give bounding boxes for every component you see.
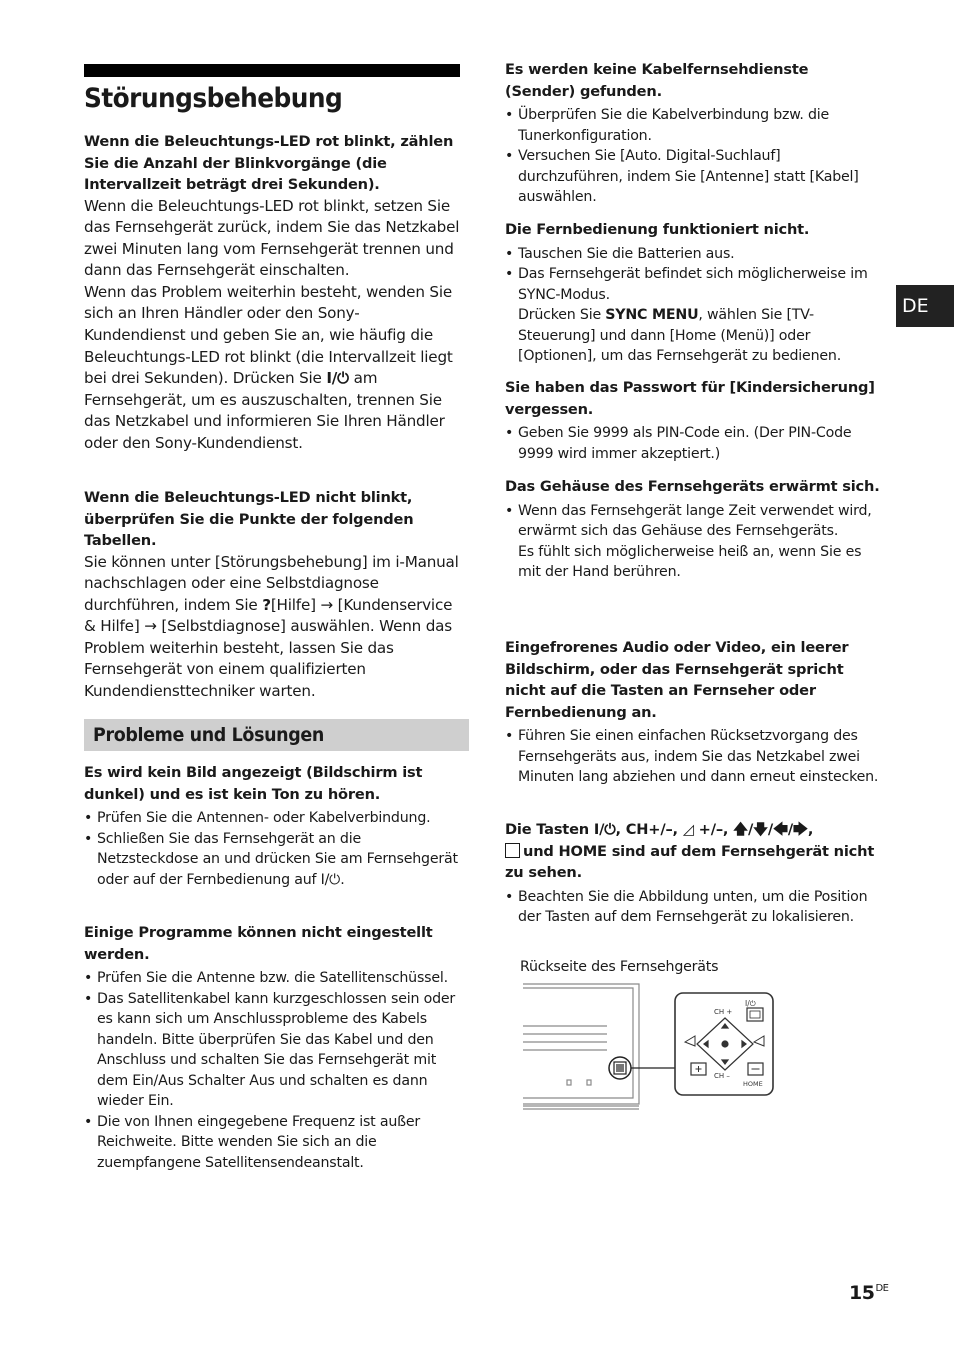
section-remote	[505, 219, 883, 367]
list-item: • Geben Sie 9999 als PIN-Code ein. (Der PIN-Code 9999 wird immer akzeptiert.)	[505, 423, 883, 464]
page-title: Störungsbehebung	[84, 83, 343, 114]
text: [Kundenservice & Hilfe]	[84, 595, 453, 636]
ch-plus-label: CH +	[714, 1008, 733, 1016]
section-heading: Einige Programme können nicht eingestellt werden.	[84, 924, 433, 963]
section-password	[505, 377, 883, 464]
text: [Selbstdiagnose] auswählen. Wenn das Problem weiterhin besteht, lassen Sie das Fernsehgerät von einem qualifizierten Kundendiensttechniker warten.	[84, 617, 452, 701]
text: , wählen Sie [TV-Steuerung] und dann [Home (Menü)] oder [Optionen], um das Fernsehgerät zu bedienen.	[518, 307, 841, 364]
list-item: • Das Satellitenkabel kann kurzgeschlossen sein oder es kann sich um Anschlussprobleme des Kabels handeln. Bitte überprüfen Sie das Kabel und den Anschluss und schalten Sie das Fernsehgerät mit dem Ein/Aus Schalter Aus und schalten es dann wieder Ein.	[84, 989, 460, 1112]
section-band	[84, 719, 469, 751]
section-no-picture	[84, 762, 460, 890]
paragraph: Wenn die Beleuchtungs-LED rot blinkt, setzen Sie das Fernsehgerät zurück, indem Sie das Netzkabel zwei Minuten lang vom Fernsehgerät trennen und dann das Fernsehgerät einschalten.	[84, 196, 460, 280]
section-led-not-blinking	[84, 487, 460, 703]
list-item: • Versuchen Sie [Auto. Digital-Suchlauf] durchzuführen, indem Sie [Antenne] statt [Kabel] auswählen.	[505, 146, 883, 208]
list-item: • Die von Ihnen eingegebene Frequenz ist außer Reichweite. Bitte wenden Sie sich an die zuempfangene Satellitensendeanstalt.	[84, 1112, 460, 1174]
power-icon: I/⏻	[326, 369, 349, 388]
sync-menu-label: SYNC MENU	[605, 307, 699, 323]
list-item: • Tauschen Sie die Batterien aus.	[505, 244, 883, 265]
page-number	[849, 1282, 888, 1304]
list-item: • Beachten Sie die Abbildung unten, um die Position der Tasten auf dem Fernsehgerät zu lokalisieren.	[505, 887, 883, 928]
text: am Fernsehgerät, um es auszuschalten, trennen Sie das Netzkabel und informieren Sie Ihren Händler oder den Sony-Kundendienst.	[84, 369, 445, 453]
bullet-list	[505, 501, 883, 583]
text: und HOME sind auf dem Fernsehgerät nicht zu sehen.	[505, 842, 875, 881]
bullet-list	[505, 105, 883, 208]
arrow-right-icon: →	[320, 595, 333, 614]
text: Das Fernsehgerät befindet sich möglicherweise im SYNC-Modus.	[518, 266, 868, 303]
section-heading: Das Gehäuse des Fernsehgeräts erwärmt sich.	[505, 478, 880, 495]
section-frozen	[505, 637, 883, 788]
section-heading: Wenn die Beleuchtungs-LED nicht blinkt, überprüfen Sie die Punkte der folgenden Tabellen.	[84, 489, 414, 549]
section-heading	[505, 819, 883, 884]
power-label: I/⏻	[745, 999, 756, 1008]
list-item	[505, 264, 883, 367]
list-item	[505, 501, 883, 583]
text: Drücken Sie	[518, 307, 601, 323]
section-led-blinks	[84, 131, 460, 455]
bullet-list	[84, 968, 460, 1173]
section-warm	[505, 476, 883, 583]
arrow-right-icon: →	[144, 617, 157, 636]
section-heading: Die Fernbedienung funktioniert nicht.	[505, 221, 810, 238]
figure-caption: Rückseite des Fernsehgeräts	[520, 959, 719, 975]
title-rule	[84, 64, 460, 77]
bullet-list	[505, 244, 883, 367]
section-buttons	[505, 819, 883, 928]
bullet-list	[505, 423, 883, 464]
list-item: • Prüfen Sie die Antennen- oder Kabelverbindung.	[84, 808, 460, 829]
input-icon	[505, 843, 520, 858]
bullet-list	[505, 726, 883, 788]
list-item: • Prüfen Sie die Antenne bzw. die Satellitenschüssel.	[84, 968, 460, 989]
section-heading: Wenn die Beleuchtungs-LED rot blinkt, zählen Sie die Anzahl der Blinkvorgänge (die Intervallzeit beträgt drei Sekunden).	[84, 133, 454, 193]
text: Sie können unter [Störungsbehebung] im i-Manual nachschlagen oder eine Selbstdiagnose durchführen, indem Sie	[84, 552, 459, 614]
page-number-value: 15	[849, 1282, 875, 1304]
list-item: • Führen Sie einen einfachen Rücksetzvorgang des Fernsehgeräts aus, indem Sie das Netzkabel zwei Minuten lang abziehen und dann erneut einstecken.	[505, 726, 883, 788]
section-heading: Sie haben das Passwort für [Kindersicherung] vergessen.	[505, 379, 875, 418]
tv-rear-figure	[521, 980, 781, 1112]
text: Wenn das Problem weiterhin besteht, wenden Sie sich an Ihren Händler oder den Sony-Kundendienst und geben Sie an, wie häufig die Beleuchtungs-LED rot blinkt (die Intervallzeit liegt bei drei Sekunden). Drücken Sie	[84, 282, 453, 388]
text: Es fühlt sich möglicherweise heiß an, wenn Sie es mit der Hand berühren.	[518, 543, 862, 580]
paragraph	[84, 282, 460, 455]
page-number-suffix: DE	[875, 1283, 889, 1294]
paragraph	[84, 552, 460, 703]
text: [Hilfe]	[270, 595, 316, 614]
section-heading: Es werden keine Kabelfernsehdienste (Sender) gefunden.	[505, 61, 809, 100]
text: Die Tasten I/⏻, CH+/–, ◿ +/–, 🡅/🡇/🡄/🡆,	[505, 821, 814, 838]
bullet-list	[505, 887, 883, 928]
ch-minus-label: CH –	[714, 1072, 730, 1080]
home-label: HOME	[743, 1080, 763, 1088]
tv-body	[523, 984, 639, 1109]
section-cable	[505, 59, 883, 208]
help-icon: ?	[262, 595, 271, 614]
bullet-list	[84, 808, 460, 890]
section-heading: Eingefrorenes Audio oder Video, ein leerer Bildschirm, oder das Fernsehgerät spricht nicht auf die Tasten an Fernseher oder Fernbedienung an.	[505, 639, 849, 721]
list-item: • Schließen Sie das Fernsehgerät an die Netzsteckdose an und drücken Sie am Fernsehgerät oder auf der Fernbedienung auf I/⏻.	[84, 829, 460, 891]
band-title: Probleme und Lösungen	[93, 724, 324, 746]
text: Wenn das Fernsehgerät lange Zeit verwendet wird, erwärmt sich das Gehäuse des Fernsehgeräts.	[518, 502, 872, 539]
language-tab: DE	[896, 285, 954, 327]
section-heading: Es wird kein Bild angezeigt (Bildschirm ist dunkel) und es ist kein Ton zu hören.	[84, 764, 423, 803]
section-programs	[84, 922, 460, 1173]
list-item: • Überprüfen Sie die Kabelverbindung bzw. die Tunerkonfiguration.	[505, 105, 883, 146]
